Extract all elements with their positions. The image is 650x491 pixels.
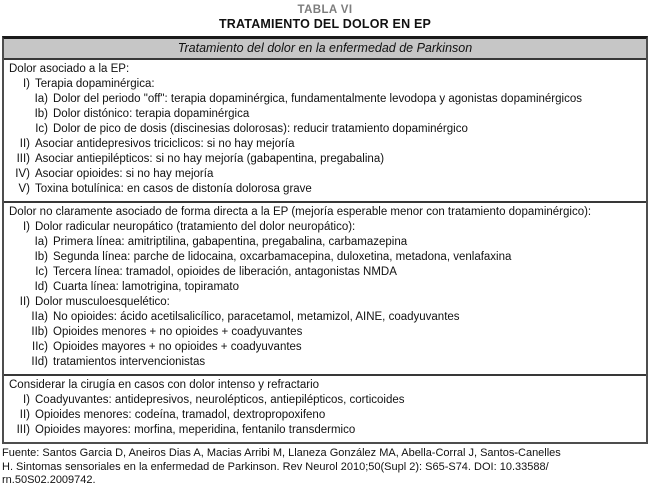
line-text: Dolor distónico: terapia dopaminérgica [53, 108, 250, 120]
line-marker: IIc) [32, 341, 48, 353]
line-text: Asociar opioides: si no hay mejoría [35, 168, 214, 180]
line-marker: Ib) [34, 251, 48, 263]
line-marker: IIa) [31, 311, 48, 323]
table-number-label: TABLA VI [297, 4, 353, 16]
line-text: tratamientos intervencionistas [53, 356, 206, 368]
page-title: TRATAMIENTO DEL DOLOR EN EP [218, 17, 432, 31]
line-marker: Ic) [35, 266, 48, 278]
line-text: Asociar antidepresivos triciclicos: si no hay mejoría [35, 138, 295, 150]
table-section [4, 374, 646, 442]
line-text: Terapia dopaminérgica: [35, 78, 155, 90]
line-marker: IV) [15, 168, 30, 180]
line-text: Segunda línea: parche de lidocaina, oxcarbamacepina, duloxetina, metadona, venlafaxina [53, 251, 512, 263]
line-text: Dolor radicular neuropático (tratamiento del dolor neuropático): [35, 221, 356, 233]
line-text: Dolor de pico de dosis (discinesias dolorosas): reducir tratamiento dopaminérgico [53, 123, 468, 135]
table-line [9, 235, 642, 250]
table-line [9, 325, 642, 340]
line-marker: I) [22, 394, 30, 406]
line-marker: II) [19, 409, 30, 421]
line-text: Opioides mayores: morfina, meperidina, fentanilo transdermico [35, 424, 356, 436]
table-section [4, 201, 646, 374]
line-marker: III) [16, 424, 30, 436]
line-marker: IId) [31, 356, 48, 368]
line-text: Considerar la cirugía en casos con dolor intenso y refractario [9, 379, 320, 391]
line-text: Dolor del periodo "off": terapia dopaminérgica, fundamentalmente levodopa y agonistas dopaminérgicos [53, 93, 582, 105]
table-line [9, 295, 642, 310]
table-line [9, 77, 642, 92]
line-text: Dolor musculoesquelético: [35, 296, 170, 308]
table-line [9, 152, 642, 167]
table-line [9, 340, 642, 355]
line-marker: V) [18, 183, 30, 195]
table-line [9, 265, 642, 280]
line-text: Asociar antiepilépticos: si no hay mejoría (gabapentina, pregabalina) [35, 153, 385, 165]
source-note-line: Fuente: Santos Garcia D, Aneiros Dias A, Macias Arribi M, Llaneza González MA, Abella-Corral J, Santos-Canelles [2, 447, 561, 459]
table-line [9, 355, 642, 370]
line-text: Toxina botulínica: en casos de distonía dolorosa grave [35, 183, 312, 195]
table-line [9, 393, 642, 408]
table-line [9, 167, 642, 182]
line-marker: Ic) [35, 123, 48, 135]
table-line [9, 310, 642, 325]
line-text: Opioides mayores + no opioides + coadyuvantes [53, 341, 302, 353]
line-marker: II) [19, 296, 30, 308]
source-note-line: H. Sintomas sensoriales en la enfermedad de Parkinson. Rev Neurol 2010;50(Supl 2): S65-S74. DOI: 10.33588/ [2, 460, 549, 473]
line-text: Tercera línea: tramadol, opioides de liberación, antagonistas NMDA [53, 266, 397, 278]
line-marker: II) [19, 138, 30, 150]
table-line [9, 107, 642, 122]
treatment-table [2, 36, 648, 444]
line-text: Opioides menores: codeína, tramadol, dextropropoxifeno [35, 409, 326, 421]
source-note [2, 447, 646, 488]
table-line [9, 220, 642, 235]
line-marker: III) [16, 153, 30, 165]
table-line [9, 62, 642, 77]
table-line [9, 205, 642, 220]
line-marker: Id) [34, 281, 48, 293]
line-marker: I) [22, 78, 30, 90]
line-marker: Ia) [34, 93, 48, 105]
line-text: Opioides menores + no opioides + coadyuvantes [53, 326, 303, 338]
table-line [9, 92, 642, 107]
line-text: Cuarta línea: lamotrigina, topiramato [53, 281, 240, 293]
table-sections [4, 60, 646, 442]
line-text: Dolor no claramente asociado de forma directa a la EP (mejoría esperable menor con tratamiento dopaminérgico): [9, 206, 592, 218]
source-note-line: rn.50S02.2009742. [2, 474, 96, 486]
table-line [9, 408, 642, 423]
line-marker: IIb) [31, 326, 48, 338]
table-line [9, 378, 642, 393]
line-text: Dolor asociado a la EP: [9, 63, 130, 75]
line-marker: Ia) [34, 236, 48, 248]
table-line [9, 423, 642, 438]
table-line [9, 280, 642, 295]
line-marker: I) [22, 221, 30, 233]
line-text: Coadyuvantes: antidepresivos, neurolépticos, antiepilépticos, corticoides [35, 394, 405, 406]
title-block [0, 0, 650, 32]
line-text: No opioides: ácido acetilsalicílico, paracetamol, metamizol, AINE, coadyuvantes [53, 311, 460, 323]
table-line [9, 250, 642, 265]
table-line [9, 137, 642, 152]
table-line [9, 182, 642, 197]
table-line [9, 122, 642, 137]
line-marker: Ib) [34, 108, 48, 120]
table-section [4, 60, 646, 201]
table-header-row: Tratamiento del dolor en la enfermedad de Parkinson [4, 39, 646, 60]
line-text: Primera línea: amitriptilina, gabapentina, pregabalina, carbamazepina [53, 236, 408, 248]
